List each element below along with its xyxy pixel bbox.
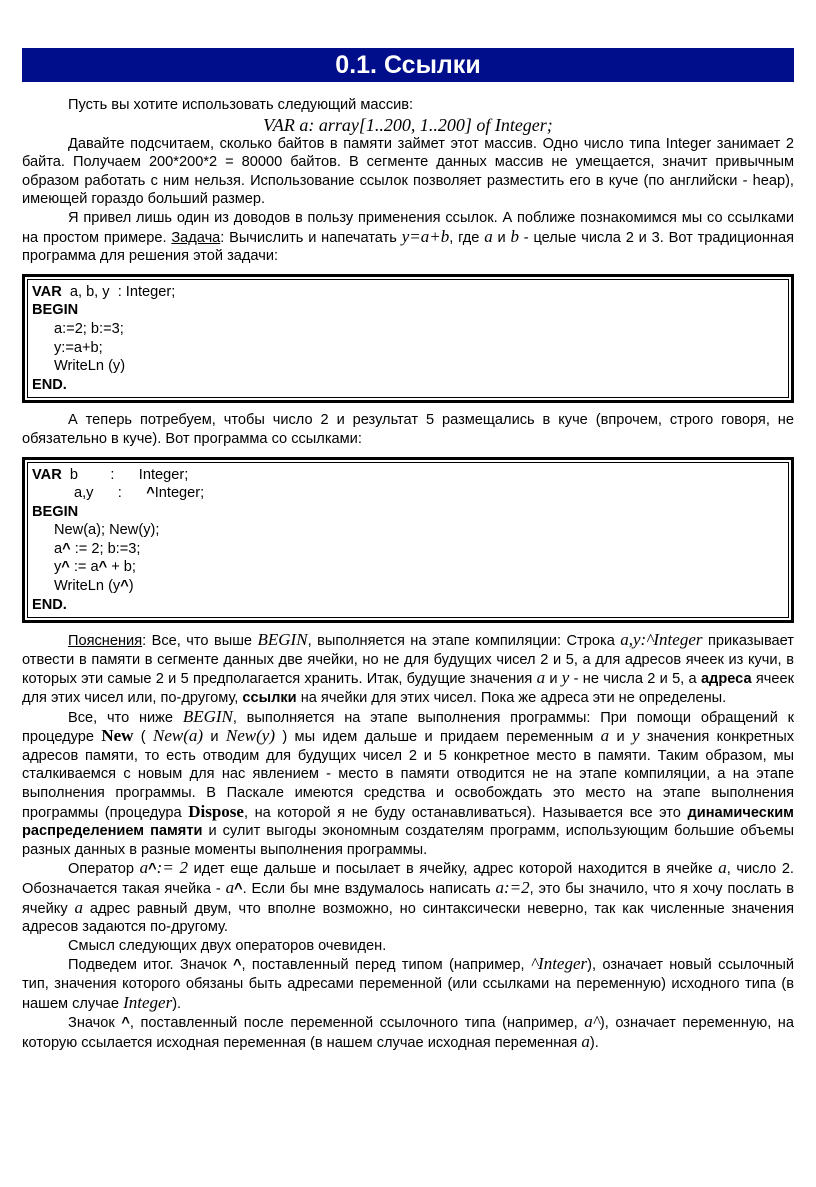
section-title: 0.1. Ссылки <box>22 48 794 82</box>
intro-paragraph-3: Я привел лишь один из доводов в пользу применения ссылок. А поближе познакомимся мы со ссылками на простом примере. Задача: Вычислить и напечатать y=a+b, где a и b - целые числа 2 и 3. Вот традиционная программа для решения этой задачи: <box>22 209 794 265</box>
code-block-1: VAR a, b, y : Integer; BEGIN a:=2; b:=3; y:=a+b; WriteLn (y) END. <box>22 274 794 404</box>
end-keyword: END. <box>32 376 67 393</box>
begin-keyword: BEGIN <box>32 503 79 520</box>
document-page <box>22 48 794 1052</box>
var-keyword: VAR <box>32 283 62 300</box>
middle-paragraph: А теперь потребуем, чтобы число 2 и результат 5 размещались в куче (впрочем, строго говоря, не обязательно в куче). Вот программа со ссылками: <box>22 412 794 447</box>
code-block-2: VAR b : Integer; a,y : ^Integer; BEGIN New(a); New(y); a^ := 2; b:=3; y^ := a^ + b; WriteLn (y^) END. <box>22 457 794 624</box>
explanation-paragraph-4: Смысл следующих двух операторов очевиден. <box>68 937 387 954</box>
explanation-paragraph-1: Пояснения: Все, что выше BEGIN, выполняется на этапе компиляции: Строка a,y:^Integer приказывает отвести в памяти в сегменте данных две ячейки, но не для будущих чисел 2 и 5, а для адресов ячеек из кучи, в которых эти самые 2 и 5 предполагается хранить. Итак, будущие значения a и y - не числа 2 и 5, а адреса ячеек для этих чисел или, по-другому, ссылки на ячейки для этих чисел. Пока же адреса эти не определены. <box>22 630 794 707</box>
summary-paragraph-1: Подведем итог. Значок ^, поставленный перед типом (например, ^Integer), означает новый ссылочный тип, значения которого обязаны быть адресами переменной (или ссылками на переменную) исходного типа (в нашем случае Integer). <box>22 954 795 1012</box>
explanations-label: Пояснения <box>68 633 143 650</box>
explanation-paragraph-2: Все, что ниже BEGIN, выполняется на этапе выполнения программы: При помощи обращений к процедуре New ( New(a) и New(y) ) мы идем дальше и придаем переменным a и y значения конкретных адресов памяти, то есть отводим для будущих чисел 2 и 5 конкретное место в памяти. Таким образом, мы сталкиваемся с новым для нас явлением - место в памяти отводится не на этапе компиляции, а на этапе выполнения программы. В Паскале имеются средства и освобождать это место на этапе выполнения программы (процедура Dispose, на которой я не буду останавливаться). Называется все это динамическим распределением памяти и сулит выгоды экономным создателям программ, использующим большие объемы разных данных в разные моменты выполнения программы. <box>22 706 794 858</box>
intro-paragraph-2: Давайте подсчитаем, сколько байтов в памяти займет этот массив. Одно число типа Integer занимает 2 байта. Получаем 200*200*2 = 80000 байтов. В сегменте данных массив не умещается, значит привычным образом работать с ним нельзя. Использование ссылок позволяет разместить его в куче (по английски - heap), имеющей гораздо больший размер. <box>22 135 794 208</box>
document-body <box>22 96 794 1052</box>
summary-paragraph-2: Значок ^, поставленный после переменной ссылочного типа (например, a^), означает переменную, на которую ссылается исходная переменная (в нашем случае исходная переменная a). <box>22 1012 794 1051</box>
array-declaration: VAR a: array[1..200, 1..200] of Integer; <box>263 114 553 135</box>
begin-keyword: BEGIN <box>32 302 79 319</box>
var-keyword: VAR <box>32 466 62 483</box>
end-keyword: END. <box>32 596 67 613</box>
explanation-paragraph-3: Оператор a^:= 2 идет еще дальше и посылает в ячейку, адрес которой находится в ячейке a, число 2. Обозначается такая ячейка - a^. Если бы мне вздумалось написать a:=2, это бы значило, что я хочу послать в ячейку a адрес равный двум, что вполне возможно, но синтаксически неверно, так как численные значения адресов задаются по-другому. <box>22 858 794 936</box>
task-label: Задача <box>171 229 221 246</box>
intro-paragraph-1: Пусть вы хотите использовать следующий массив: <box>68 97 414 113</box>
